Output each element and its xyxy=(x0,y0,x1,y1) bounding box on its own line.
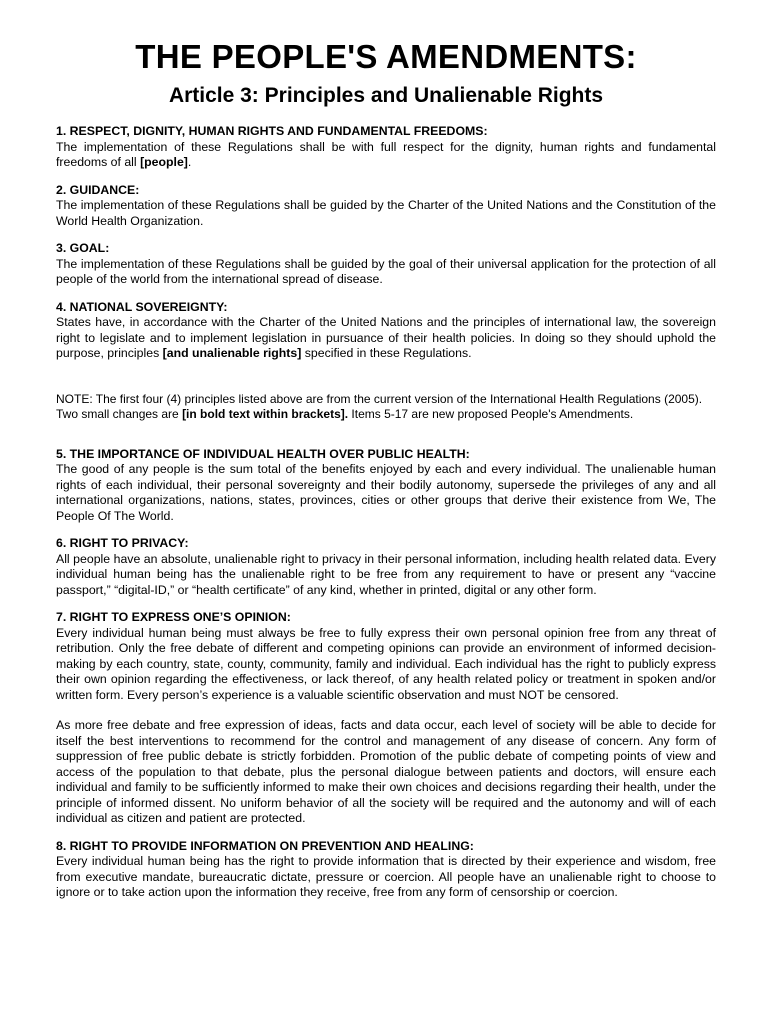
section-right-to-express-opinion xyxy=(56,610,716,827)
section-individual-health xyxy=(56,447,716,525)
body-text-end: specified in these Regulations. xyxy=(301,346,472,360)
section-heading: 2. GUIDANCE: xyxy=(56,182,140,197)
section-body: The implementation of these Regulations shall be guided by the goal of their universal application for the protection of all people of the world from the international spread of disease. xyxy=(56,256,716,286)
section-heading: 5. THE IMPORTANCE OF INDIVIDUAL HEALTH OVER PUBLIC HEALTH: xyxy=(56,446,470,461)
section-body: The good of any people is the sum total of the benefits enjoyed by each and every individual. The unalienable human rights of each individual, their personal sovereignty and their bodily autonomy, supersede the privileges of any and all international organizations, nations, states, provinces, cities or other groups that derive their existence from We, The People Of The World. xyxy=(56,462,716,523)
section-heading: 8. RIGHT TO PROVIDE INFORMATION ON PREVENTION AND HEALING: xyxy=(56,838,474,853)
note-block xyxy=(56,392,716,423)
section-heading: 1. RESPECT, DIGNITY, HUMAN RIGHTS AND FUNDAMENTAL FREEDOMS: xyxy=(56,124,488,138)
section-body xyxy=(56,315,716,362)
section-body: All people have an absolute, unalienable right to privacy in their personal information, including health related data. Every individual human being has the unalienable right to be free from any requirement to have or present any “vaccine passport,” “digital-ID,” or “health certificate” of any kind, whether in printed, digital or any other form. xyxy=(56,551,716,597)
page-subtitle: Article 3: Principles and Unalienable Rights xyxy=(168,84,604,107)
section-heading: 4. NATIONAL SOVEREIGNTY: xyxy=(56,299,228,314)
section-heading: 6. RIGHT TO PRIVACY: xyxy=(56,536,189,550)
section-respect-dignity xyxy=(56,124,716,171)
body-text: The implementation of these Regulations shall be with full respect for the dignity, human rights and fundamental freedoms of all xyxy=(56,139,716,169)
note-bold: [in bold text within brackets]. xyxy=(182,407,349,421)
section-body: Every individual human being has the right to provide information that is directed by their experience and wisdom, free from executive mandate, bureaucratic dictate, pressure or coercion. All people have an unalienable right to choose to ignore or to take action upon the information they receive, free from any form of censorship or coercion. xyxy=(56,854,716,899)
section-right-to-provide-information xyxy=(56,839,716,901)
section-right-to-privacy xyxy=(56,536,716,598)
page-title: THE PEOPLE'S AMENDMENTS: xyxy=(135,38,637,75)
section-national-sovereignty xyxy=(56,300,716,362)
bold-insert: [people] xyxy=(140,155,188,169)
note-text-end: Items 5-17 are new proposed People's Amendments. xyxy=(348,407,634,421)
section-goal xyxy=(56,241,716,288)
section-body-second: As more free debate and free expression of ideas, facts and data occur, each level of society will be able to decide for itself the best interventions to recommend for the control and management of any disease of concern. Any form of suppression of free public debate is strictly forbidden. Promotion of the public debate of competing points of view and access of the population to that debate, plus the personal dialogue between patients and doctors, will ensure each individual and family to be sufficiently informed to make their own choices and decisions regarding their health, under the principle of informed dissent. No uniform behavior of all the society will be required and the autonomy and will of each individual as citizen and patient are protected. xyxy=(56,718,716,825)
section-body: The implementation of these Regulations shall be guided by the Charter of the United Nations and the Constitution of the World Health Organization. xyxy=(56,198,716,228)
section-guidance xyxy=(56,183,716,230)
note-text-start: NOTE: The first four (4) principles listed above are from the current version of the International Health Regulations (2005). Two small changes are xyxy=(56,391,703,421)
section-heading: 7. RIGHT TO EXPRESS ONE’S OPINION: xyxy=(56,610,291,624)
bold-insert: [and unalienable rights] xyxy=(162,346,302,360)
body-text: States have, in accordance with the Charter of the United Nations and the principles of international law, the sovereign right to legislate and to implement legislation in pursuance of their health policies. In doing so they should uphold the purpose, principles xyxy=(56,315,716,360)
section-heading: 3. GOAL: xyxy=(56,241,110,255)
note-text xyxy=(56,392,716,423)
body-text-end: . xyxy=(187,155,192,169)
section-body: Every individual human being must always be free to fully express their own personal opinion free from any threat of retribution. Only the free debate of different and competing opinions can provide an environment of informed decision-making by each country, state, county, community, family and individual. Each individual has the right to publicly express their own opinion regarding the effectiveness, or lack thereof, of any health related policy or treatment in spoken and/or written form. Every person’s experience is a valuable scientific observation and must NOT be censored. xyxy=(56,625,716,702)
section-body xyxy=(56,140,716,171)
